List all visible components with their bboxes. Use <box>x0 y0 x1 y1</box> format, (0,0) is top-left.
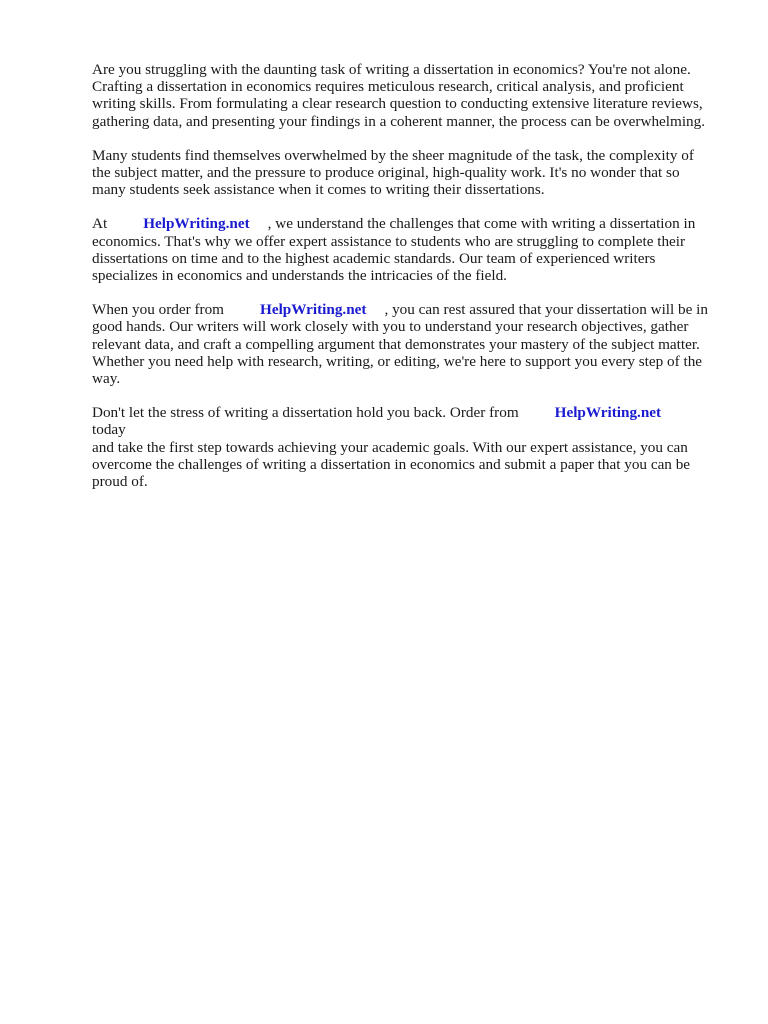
paragraph-order-rest: , you can rest assured that your dissertation will be in good hands. Our writers will work closely with you to understand your research objectives, gather relevant data, and craft a compelling argument that demonstrates your mastery of the subject matter. Whether you need help with research, writing, or editing, we're here to support you every step of the way. <box>92 301 708 388</box>
paragraph-intro: Are you struggling with the daunting task of writing a dissertation in economics? You're not alone. Crafting a dissertation in economics requires meticulous research, critical analysis, and proficient writing skills. From formulating a clear research question to conducting extensive literature reviews, gathering data, and presenting your findings in a coherent manner, the process can be overwhelming. <box>92 61 706 130</box>
paragraph-about <box>92 215 724 284</box>
paragraph-closing-lead: Don't let the stress of writing a dissertation hold you back. Order from <box>92 404 519 422</box>
paragraph-order-lead: When you order from <box>92 301 225 319</box>
helpwriting-link[interactable]: HelpWriting.net <box>554 404 662 422</box>
helpwriting-link[interactable]: HelpWriting.net <box>260 301 367 319</box>
paragraph-order <box>92 301 724 387</box>
paragraph-about-lead: At <box>92 215 108 233</box>
paragraph-about-rest: , we understand the challenges that come with writing a dissertation in economics. That's why we offer expert assistance to students who are struggling to complete their dissertations on time and to the highest academic standards. Our team of experienced writers specializes in economics and understands the intricacies of the field. <box>92 215 696 285</box>
paragraph-overwhelmed: Many students find themselves overwhelmed by the sheer magnitude of the task, the complexity of the subject matter, and the pressure to produce original, high-quality work. It's no wonder that so many students seek assistance when it comes to writing their dissertations. <box>92 146 694 199</box>
document-body <box>92 61 724 507</box>
paragraph-closing-rest: today and take the first step towards achieving your academic goals. With our expert assistance, you can overcome the challenges of writing a dissertation in economics and submit a paper that you can be proud of. <box>92 421 691 491</box>
helpwriting-link[interactable]: HelpWriting.net <box>143 215 250 233</box>
paragraph-closing <box>92 404 724 490</box>
